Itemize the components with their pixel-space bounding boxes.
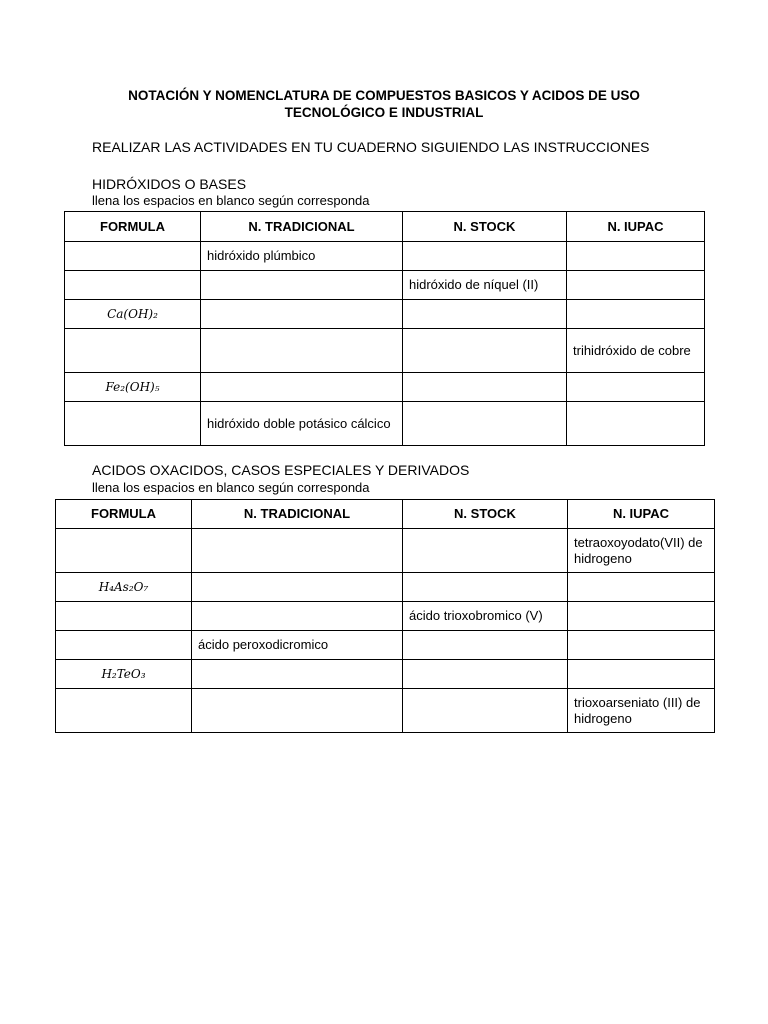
stock-cell[interactable] [403,573,568,602]
iupac-cell[interactable] [567,300,705,329]
formula-cell[interactable]: H₄As₂O₇ [56,573,192,602]
stock-cell[interactable] [403,631,568,660]
header-stock: N. STOCK [403,500,568,529]
tradicional-cell[interactable]: ácido peroxodicromico [192,631,403,660]
stock-cell[interactable] [403,402,567,446]
iupac-cell[interactable] [568,660,715,689]
iupac-cell[interactable] [567,373,705,402]
header-formula: FORMULA [65,212,201,242]
table-row [65,300,705,329]
tradicional-cell[interactable] [192,689,403,733]
table-row [56,602,715,631]
iupac-cell[interactable] [568,602,715,631]
oxacids-table [55,499,715,733]
stock-cell[interactable] [403,300,567,329]
formula-cell[interactable] [65,271,201,300]
tradicional-cell[interactable] [192,529,403,573]
table-header-row [56,500,715,529]
header-tradicional: N. TRADICIONAL [201,212,403,242]
tradicional-cell[interactable] [192,602,403,631]
section-1-subheading: llena los espacios en blanco según corresponda [92,193,370,208]
stock-cell[interactable]: hidróxido de níquel (II) [403,271,567,300]
header-tradicional: N. TRADICIONAL [192,500,403,529]
table-row [56,631,715,660]
iupac-cell[interactable]: trioxoarseniato (III) de hidrogeno [568,689,715,733]
stock-cell[interactable] [403,242,567,271]
tradicional-cell[interactable] [192,573,403,602]
iupac-cell[interactable]: trihidróxido de cobre [567,329,705,373]
tradicional-cell[interactable]: hidróxido doble potásico cálcico [201,402,403,446]
formula-cell[interactable] [65,402,201,446]
formula-cell[interactable] [65,242,201,271]
header-iupac: N. IUPAC [567,212,705,242]
table-row [65,373,705,402]
page-title [80,87,688,121]
section-1-heading: HIDRÓXIDOS O BASES [92,176,247,192]
iupac-cell[interactable] [567,402,705,446]
table-row [56,660,715,689]
formula-cell[interactable] [56,602,192,631]
page-title-line-2: TECNOLÓGICO E INDUSTRIAL [284,105,484,120]
formula-cell[interactable] [65,329,201,373]
stock-cell[interactable]: ácido trioxobromico (V) [403,602,568,631]
tradicional-cell[interactable] [201,271,403,300]
tradicional-cell[interactable] [201,329,403,373]
header-stock: N. STOCK [403,212,567,242]
iupac-cell[interactable] [568,631,715,660]
stock-cell[interactable] [403,660,568,689]
formula-cell[interactable] [56,529,192,573]
section-2-heading: ACIDOS OXACIDOS, CASOS ESPECIALES Y DERIVADOS [92,462,470,478]
tradicional-cell[interactable] [192,660,403,689]
page-title-line-1: NOTACIÓN Y NOMENCLATURA DE COMPUESTOS BASICOS Y ACIDOS DE USO [128,88,640,103]
header-formula: FORMULA [56,500,192,529]
iupac-cell[interactable] [567,271,705,300]
formula-cell[interactable] [56,689,192,733]
instruction-text: REALIZAR LAS ACTIVIDADES EN TU CUADERNO SIGUIENDO LAS INSTRUCCIONES [92,139,650,155]
table-row [65,271,705,300]
table-header-row [65,212,705,242]
formula-cell[interactable]: H₂TeO₃ [56,660,192,689]
tradicional-cell[interactable]: hidróxido plúmbico [201,242,403,271]
table-row [56,573,715,602]
hydroxides-table [64,211,705,446]
formula-cell[interactable] [56,631,192,660]
formula-cell[interactable]: Ca(OH)₂ [65,300,201,329]
tradicional-cell[interactable] [201,373,403,402]
stock-cell[interactable] [403,529,568,573]
header-iupac: N. IUPAC [568,500,715,529]
stock-cell[interactable] [403,373,567,402]
formula-cell[interactable]: Fe₂(OH)₅ [65,373,201,402]
table-row [65,242,705,271]
iupac-cell[interactable] [567,242,705,271]
table-row [56,689,715,733]
table-row [65,329,705,373]
iupac-cell[interactable] [568,573,715,602]
section-2-subheading: llena los espacios en blanco según corresponda [92,480,370,495]
tradicional-cell[interactable] [201,300,403,329]
stock-cell[interactable] [403,329,567,373]
stock-cell[interactable] [403,689,568,733]
table-row [65,402,705,446]
iupac-cell[interactable]: tetraoxoyodato(VII) de hidrogeno [568,529,715,573]
table-row [56,529,715,573]
